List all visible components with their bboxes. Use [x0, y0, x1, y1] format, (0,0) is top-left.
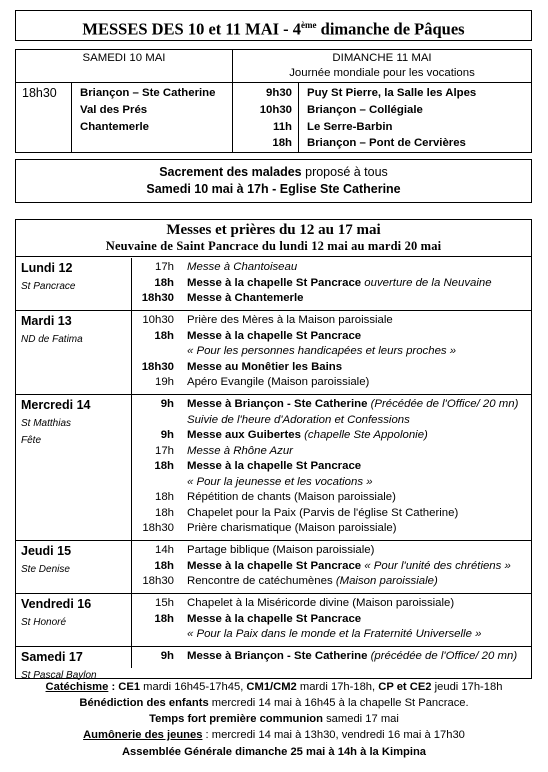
- text-segment: Messe aux Guibertes: [187, 429, 301, 441]
- day-rows: [132, 543, 531, 592]
- text-segment: Suivie de l'heure d'Adoration et Confessions: [187, 414, 410, 426]
- text-segment: « Pour la jeunesse et les vocations »: [187, 476, 373, 488]
- schedule-row: [132, 444, 531, 459]
- sunday-place-3: Le Serre-Barbin: [307, 121, 393, 133]
- day-rows: [132, 649, 531, 667]
- day-rows: [132, 313, 531, 393]
- day-block: [16, 541, 531, 593]
- text-segment: CP et CE2: [378, 681, 432, 693]
- text-segment: :: [108, 681, 119, 693]
- day-block: [16, 594, 531, 646]
- schedule-description: [187, 649, 517, 664]
- day-saint: St Matthias: [21, 418, 72, 429]
- sacrament-line-2: Samedi 10 mai à 17h - Eglise Ste Catherine: [146, 182, 401, 196]
- text-segment: Assemblée Générale dimanche 25 mai à 14h à la Kimpina: [121, 746, 427, 758]
- footer-line-benediction: [0, 696, 548, 711]
- schedule-time: 18h30: [141, 292, 174, 304]
- day-saint: St Pancrace: [21, 281, 76, 292]
- sunday-place-2: Briançon – Collégiale: [307, 104, 423, 116]
- day-saint: ND de Fatima: [21, 334, 83, 345]
- text-segment: mardi 17h-18h,: [296, 681, 379, 693]
- text-segment: Messe à la chapelle St Pancrace: [187, 560, 362, 572]
- day-block: [16, 258, 531, 310]
- text-segment: Messe à Rhône Azur: [187, 445, 293, 457]
- schedule-row: [132, 313, 531, 328]
- day-rows: [132, 260, 531, 309]
- schedule-description: [187, 627, 481, 642]
- text-segment: samedi 17 mai: [322, 713, 399, 725]
- schedule-description: [187, 559, 511, 574]
- sunday-time-1: 9h30: [266, 87, 292, 99]
- sunday-subtitle: Journée mondiale pour les vocations: [289, 67, 475, 79]
- text-segment: Messe à la chapelle St Pancrace: [187, 330, 362, 342]
- day-saint: St Pascal Baylon: [21, 670, 97, 681]
- schedule-time: 18h: [154, 460, 174, 472]
- schedule-time: 17h: [154, 261, 174, 273]
- schedule-row: [132, 459, 531, 474]
- text-segment: Prière des Mères à la Maison paroissiale: [187, 314, 393, 326]
- schedule-row: [132, 375, 531, 390]
- schedule-description: [187, 444, 293, 459]
- schedule-time: 18h: [154, 491, 174, 503]
- week-days: [16, 257, 531, 681]
- week-table: [15, 219, 532, 679]
- text-segment: Chapelet pour la Paix (Parvis de l'église St Catherine): [187, 507, 459, 519]
- schedule-row: [132, 276, 531, 291]
- text-segment: « Pour la Paix dans le monde et la Fraternité Universelle »: [187, 628, 482, 640]
- day-name: Lundi 12: [21, 261, 73, 275]
- schedule-time: 9h: [160, 398, 174, 410]
- schedule-description: [187, 375, 369, 390]
- sunday-place-1: Puy St Pierre, la Salle les Alpes: [307, 87, 477, 99]
- schedule-description: [187, 360, 342, 375]
- footer-line-assemblee: [0, 745, 548, 760]
- sacrament-box: [15, 159, 532, 203]
- schedule-row: [132, 360, 531, 375]
- sunday-title: DIMANCHE 11 MAI: [332, 52, 432, 64]
- schedule-row: [132, 506, 531, 521]
- schedule-time: 18h: [154, 277, 174, 289]
- schedule-row: [132, 260, 531, 275]
- text-segment: Rencontre de catéchumènes: [187, 575, 336, 587]
- title-box: [15, 10, 532, 41]
- page-title: MESSES DES 10 et 11 MAI - 4ème dimanche de Pâques: [82, 19, 465, 39]
- text-segment: Messe au Monêtier les Bains: [187, 361, 343, 373]
- text-segment: Répétition de chants (Maison paroissiale): [187, 491, 396, 503]
- text-segment: « Pour les personnes handicapées et leurs proches »: [187, 345, 457, 357]
- schedule-description: [187, 612, 361, 627]
- schedule-description: [187, 276, 492, 291]
- schedule-row: [132, 413, 531, 428]
- sunday-time-divider: [298, 82, 299, 152]
- week-subtitle: Neuvaine de Saint Pancrace du lundi 12 mai au mardi 20 mai: [105, 239, 442, 253]
- text-segment: Partage biblique (Maison paroissiale): [187, 544, 375, 556]
- text-segment: (Maison paroissiale): [335, 575, 438, 587]
- schedule-description: [187, 574, 438, 589]
- text-segment: (Précédée de l'Office/ 20 mn): [367, 398, 519, 410]
- footer-line-aumonerie: [0, 728, 548, 743]
- saturday-place-1: Briançon – Ste Catherine: [80, 87, 216, 99]
- sunday-time-4: 18h: [272, 137, 292, 149]
- text-segment: Prière charismatique (Maison paroissiale): [187, 522, 397, 534]
- text-segment: Catéchisme: [45, 681, 109, 693]
- schedule-description: [187, 475, 373, 490]
- text-segment: Messe à Briançon - Ste Catherine: [187, 398, 368, 410]
- saturday-place-3: Chantemerle: [80, 121, 150, 133]
- text-segment: Messe à la chapelle St Pancrace: [187, 460, 362, 472]
- schedule-description: [187, 543, 374, 558]
- schedule-row: [132, 475, 531, 490]
- saturday-place-2: Val des Prés: [80, 104, 148, 116]
- sunday-time-2: 10h30: [259, 104, 292, 116]
- schedule-description: [187, 596, 454, 611]
- schedule-description: [187, 428, 428, 443]
- footer-line-communion: [0, 712, 548, 727]
- saturday-title: SAMEDI 10 MAI: [82, 52, 166, 64]
- schedule-description: [187, 291, 304, 306]
- schedule-row: [132, 612, 531, 627]
- day-saint: St Honoré: [21, 617, 67, 628]
- schedule-row: [132, 596, 531, 611]
- day-name: Samedi 17: [21, 650, 83, 664]
- schedule-time: 18h30: [142, 522, 174, 534]
- text-segment: CM1/CM2: [246, 681, 297, 693]
- sacrament-line-1: Sacrement des malades proposé à tous: [159, 165, 388, 179]
- text-segment: Messe à Briançon - Ste Catherine: [187, 650, 368, 662]
- text-segment: ouverture de la Neuvaine: [361, 277, 492, 289]
- day-saint: Ste Denise: [21, 564, 70, 575]
- schedule-row: [132, 627, 531, 642]
- text-segment: Bénédiction des enfants: [79, 697, 209, 709]
- day-name: Mercredi 14: [21, 398, 91, 412]
- text-segment: Apéro Evangile (Maison paroissiale): [187, 376, 370, 388]
- schedule-description: [187, 413, 410, 428]
- schedule-description: [187, 506, 458, 521]
- schedule-row: [132, 329, 531, 344]
- schedule-time: 18h: [154, 330, 174, 342]
- text-segment: mercredi 14 mai à 16h45 à la chapelle St Pancrace.: [208, 697, 469, 709]
- schedule-description: [187, 313, 393, 328]
- schedule-row: [132, 291, 531, 306]
- day-saint: Fête: [21, 435, 42, 446]
- schedule-row: [132, 428, 531, 443]
- schedule-row: [132, 490, 531, 505]
- schedule-time: 18h30: [142, 575, 174, 587]
- schedule-time: 18h30: [141, 361, 174, 373]
- weekend-table: [15, 49, 532, 153]
- week-title: Messes et prières du 12 au 17 mai: [166, 222, 381, 238]
- schedule-description: [187, 329, 361, 344]
- text-segment: : mercredi 14 mai à 13h30, vendredi 16 mai à 17h30: [202, 729, 465, 741]
- text-segment: Temps fort première communion: [149, 713, 323, 725]
- text-segment: jeudi 17h-18h: [431, 681, 503, 693]
- text-segment: « Pour l'unité des chrétiens »: [361, 560, 511, 572]
- schedule-row: [132, 543, 531, 558]
- text-segment: CE1: [118, 681, 141, 693]
- schedule-description: [187, 397, 518, 412]
- schedule-description: [187, 344, 456, 359]
- sunday-time-3: 11h: [273, 121, 292, 133]
- text-segment: Aumônerie des jeunes: [83, 729, 203, 741]
- text-segment: Messe à Chantoiseau: [187, 261, 298, 273]
- day-name: Vendredi 16: [21, 597, 92, 611]
- schedule-row: [132, 344, 531, 359]
- footer-line-catechisme: [0, 680, 548, 695]
- schedule-time: 14h: [154, 544, 174, 556]
- sunday-place-4: Briançon – Pont de Cervières: [307, 137, 466, 149]
- footer: [0, 679, 548, 769]
- day-rows: [132, 596, 531, 645]
- day-rows: [132, 397, 531, 539]
- saturday-time-divider: [71, 82, 72, 152]
- text-segment: (chapelle Ste Appolonie): [300, 429, 428, 441]
- schedule-row: [132, 574, 531, 589]
- schedule-time: 15h: [154, 597, 174, 609]
- schedule-description: [187, 260, 297, 275]
- schedule-description: [187, 490, 396, 505]
- day-block: [16, 311, 531, 394]
- schedule-row: [132, 559, 531, 574]
- weekend-header-divider: [16, 82, 531, 83]
- schedule-row: [132, 397, 531, 412]
- schedule-time: 10h30: [142, 314, 174, 326]
- day-block: [16, 395, 531, 540]
- text-segment: Messe à la chapelle St Pancrace: [187, 277, 362, 289]
- schedule-time: 17h: [154, 445, 174, 457]
- schedule-time: 18h: [154, 613, 174, 625]
- day-block: [16, 647, 531, 681]
- text-segment: Messe à Chantemerle: [187, 292, 304, 304]
- day-name: Jeudi 15: [21, 544, 72, 558]
- text-segment: mardi 16h45-17h45,: [140, 681, 247, 693]
- text-segment: Chapelet à la Miséricorde divine (Maison paroissiale): [187, 597, 455, 609]
- schedule-time: 9h: [160, 429, 174, 441]
- schedule-time: 9h: [160, 650, 174, 662]
- schedule-description: [187, 459, 361, 474]
- schedule-row: [132, 521, 531, 536]
- schedule-time: 18h: [154, 560, 174, 572]
- schedule-description: [187, 521, 397, 536]
- schedule-time: 19h: [154, 376, 174, 388]
- saturday-time: 18h30: [22, 86, 57, 100]
- text-segment: (précédée de l'Office/ 20 mn): [367, 650, 518, 662]
- schedule-row: [132, 649, 531, 664]
- text-segment: Messe à la chapelle St Pancrace: [187, 613, 362, 625]
- schedule-time: 18h: [154, 507, 174, 519]
- day-name: Mardi 13: [21, 314, 72, 328]
